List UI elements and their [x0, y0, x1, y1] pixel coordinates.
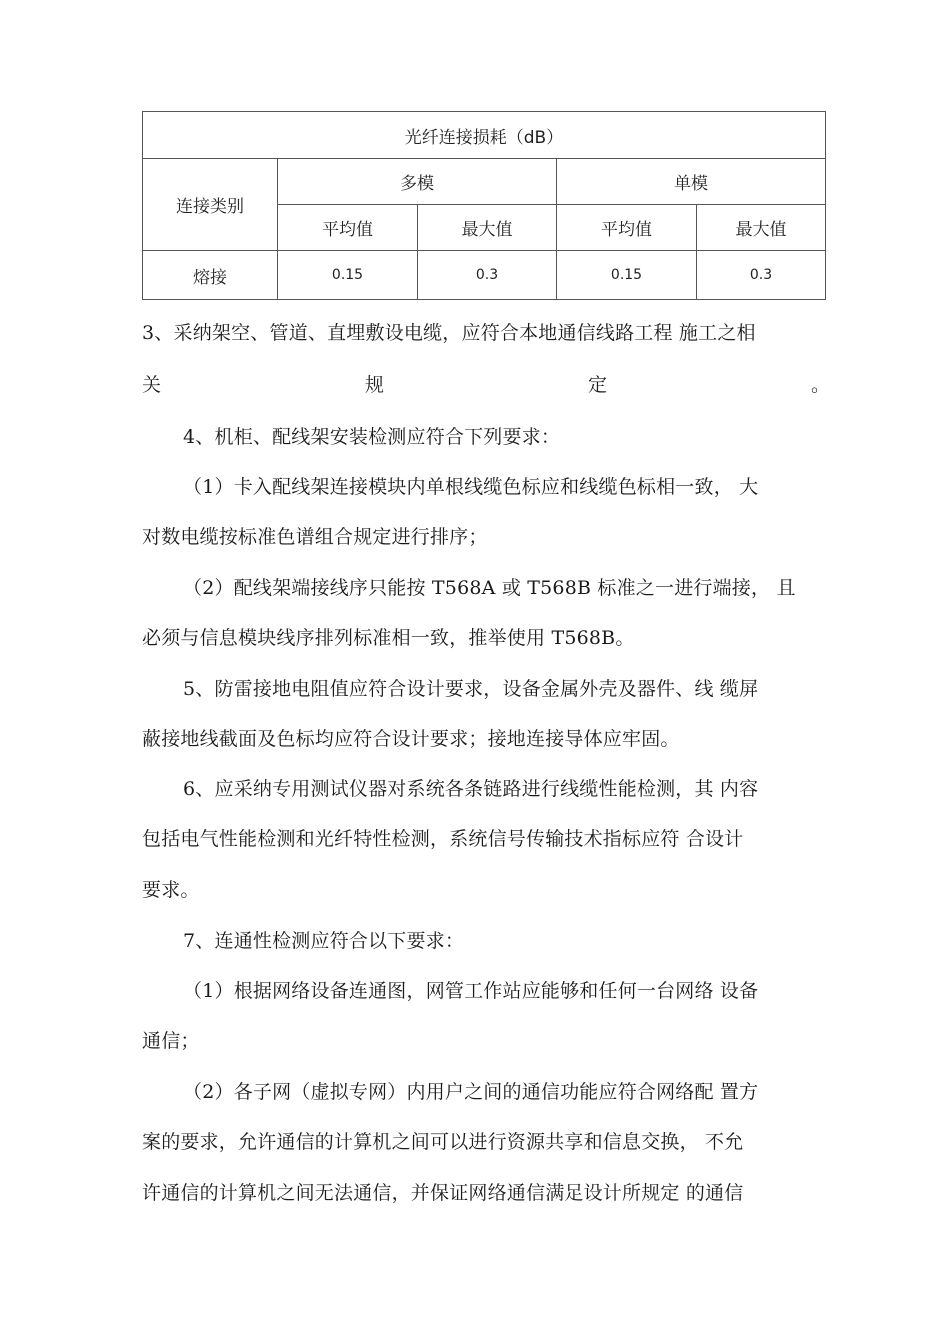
multimode-header: 多模 [278, 159, 557, 205]
paragraph-7-1-line-1: （1）根据网络设备连通图，网管工作站应能够和任何一台网络 设备 [183, 980, 759, 1002]
multimode-max-header: 最大值 [418, 205, 557, 251]
multimode-average-header: 平均值 [278, 205, 418, 251]
paragraph-3-word-3: 定 [587, 374, 607, 396]
paragraph-4-2-line-1: （2）配线架端接线序只能按 T568A 或 T568B 标准之一进行端接， 且 [183, 577, 796, 599]
singlemode-max-value: 0.3 [697, 251, 826, 300]
paragraph-7-2-line-3: 许通信的计算机之间无法通信，并保证网络通信满足设计所规定 的通信 [142, 1182, 744, 1204]
paragraph-3-word-1: 关 [142, 374, 162, 396]
paragraph-7-1-line-2: 通信； [142, 1030, 200, 1052]
singlemode-header: 单模 [557, 159, 826, 205]
singlemode-max-header: 最大值 [697, 205, 826, 251]
paragraph-4-1-line-2: 对数电缆按标准色谱组合规定进行排序； [142, 526, 488, 548]
paragraph-7: 7、连通性检测应符合以下要求： [183, 930, 465, 952]
paragraph-6-line-3: 要求。 [142, 879, 200, 901]
paragraph-3-word-2: 规 [364, 374, 384, 396]
connection-type-header: 连接类别 [143, 159, 278, 251]
paragraph-7-2-line-2: 案的要求，允许通信的计算机之间可以进行资源共享和信息交换， 不允 [142, 1131, 744, 1153]
singlemode-average-header: 平均值 [557, 205, 697, 251]
paragraph-4-1-line-1: （1）卡入配线架连接模块内单根线缆色标应和线缆色标相一致， 大 [183, 476, 759, 498]
paragraph-4-2-line-2: 必须与信息模块线序排列标准相一致，推举使用 T568B。 [142, 627, 635, 649]
paragraph-3-line-2 [142, 372, 830, 398]
paragraph-4: 4、机柜、配线架安装检测应符合下列要求： [183, 426, 561, 448]
paragraph-5-line-2: 蔽接地线截面及色标均应符合设计要求；接地连接导体应牢固。 [142, 728, 680, 750]
table-title: 光纤连接损耗（dB） [143, 112, 826, 159]
paragraph-7-2-line-1: （2）各子网（虚拟专网）内用户之间的通信功能应符合网络配 置方 [183, 1081, 759, 1103]
paragraph-6-line-2: 包括电气性能检测和光纤特性检测，系统信号传输技术指标应符 合设计 [142, 828, 744, 850]
fiber-loss-table [142, 111, 826, 300]
paragraph-6-line-1: 6、应采纳专用测试仪器对系统各条链路进行线缆性能检测，其 内容 [183, 778, 759, 800]
paragraph-3-line-1: 3、采纳架空、管道、直埋敷设电缆，应符合本地通信线路工程 施工之相 [142, 322, 756, 344]
fusion-splice-label: 熔接 [143, 251, 278, 300]
multimode-average-value: 0.15 [278, 251, 418, 300]
multimode-max-value: 0.3 [418, 251, 557, 300]
paragraph-3-period: 。 [810, 374, 830, 396]
paragraph-5-line-1: 5、防雷接地电阻值应符合设计要求，设备金属外壳及器件、线 缆屏 [183, 678, 759, 700]
singlemode-average-value: 0.15 [557, 251, 697, 300]
